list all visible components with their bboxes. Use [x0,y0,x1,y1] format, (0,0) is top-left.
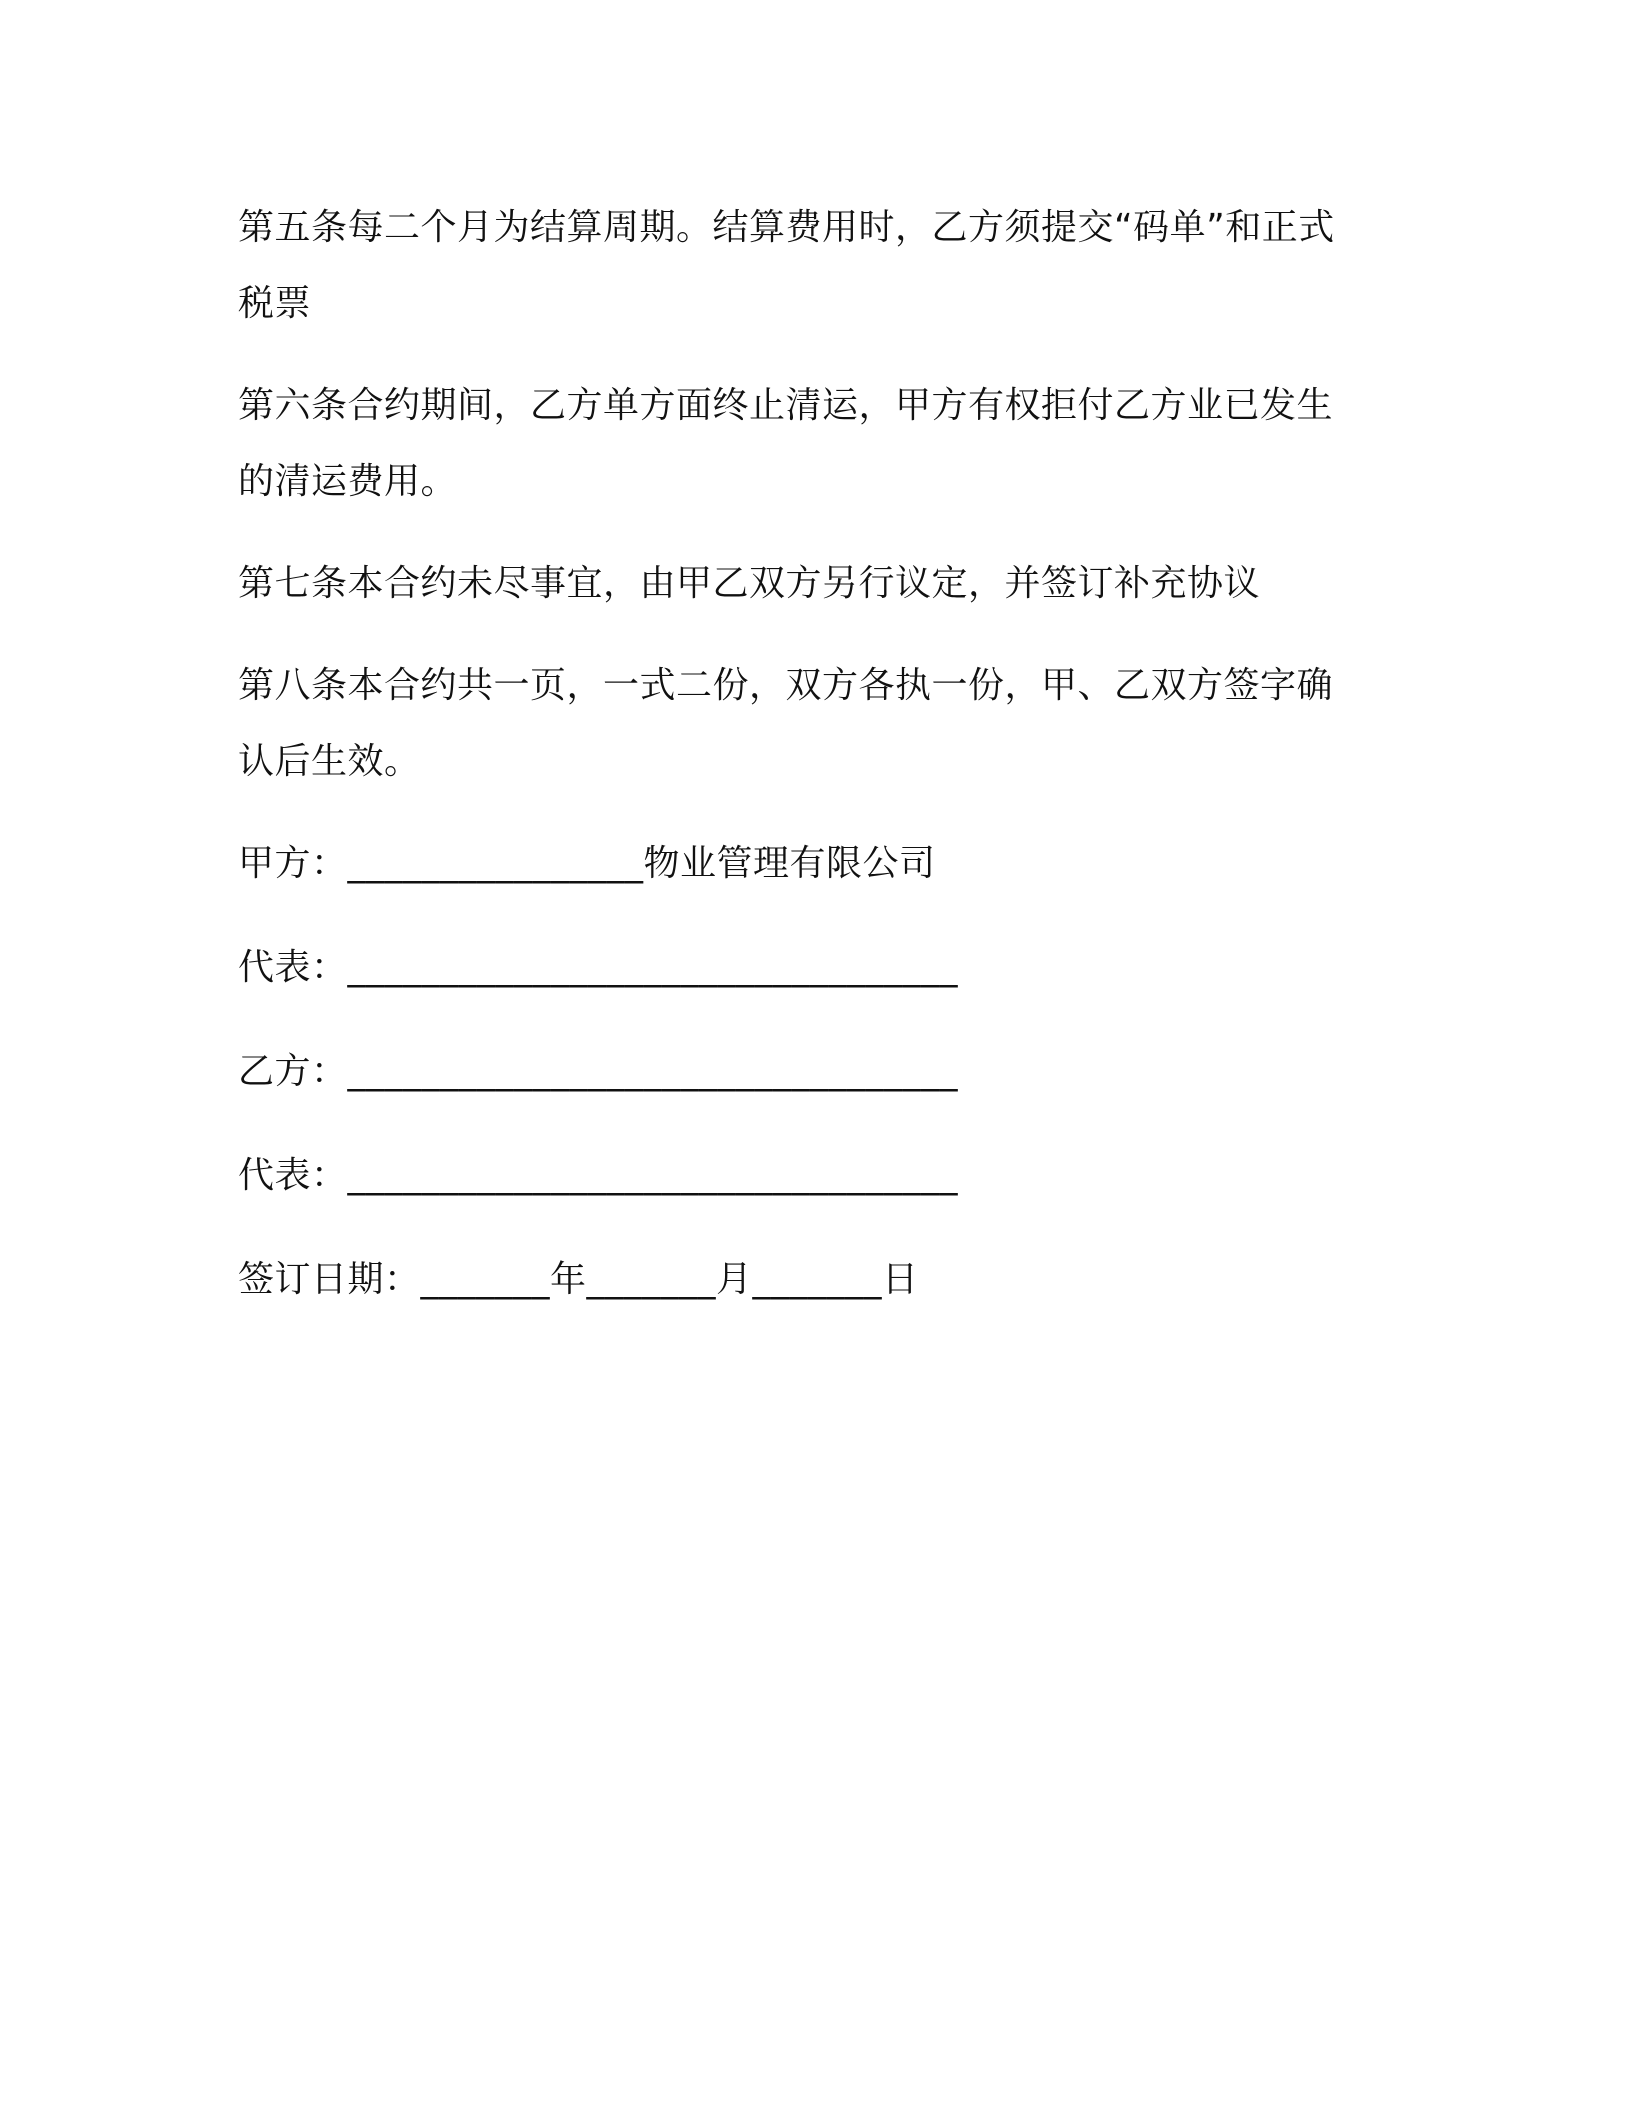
party-a-representative-line: 代表：_________________________________ [238,947,959,988]
party-a-line: 甲方：________________物业管理有限公司 [238,843,936,884]
article-6: 第六条合约期间，乙方单方面终止清运，甲方有权拒付乙方业已发生的清运费用。 [238,385,1334,502]
document-body [238,190,1368,1346]
article-7: 第七条本合约未尽事宜，由甲乙双方另行议定，并签订补充协议 [238,563,1261,604]
party-b-line: 乙方：_________________________________ [238,1051,959,1092]
article-5: 第五条每二个月为结算周期。结算费用时，乙方须提交“码单”和正式税票 [238,207,1335,324]
signing-date-line: 签订日期：_______年_______月_______日 [238,1259,919,1300]
party-b-representative-line: 代表：_________________________________ [238,1155,959,1196]
article-8: 第八条本合约共一页，一式二份，双方各执一份，甲、乙双方签字确认后生效。 [238,665,1334,782]
